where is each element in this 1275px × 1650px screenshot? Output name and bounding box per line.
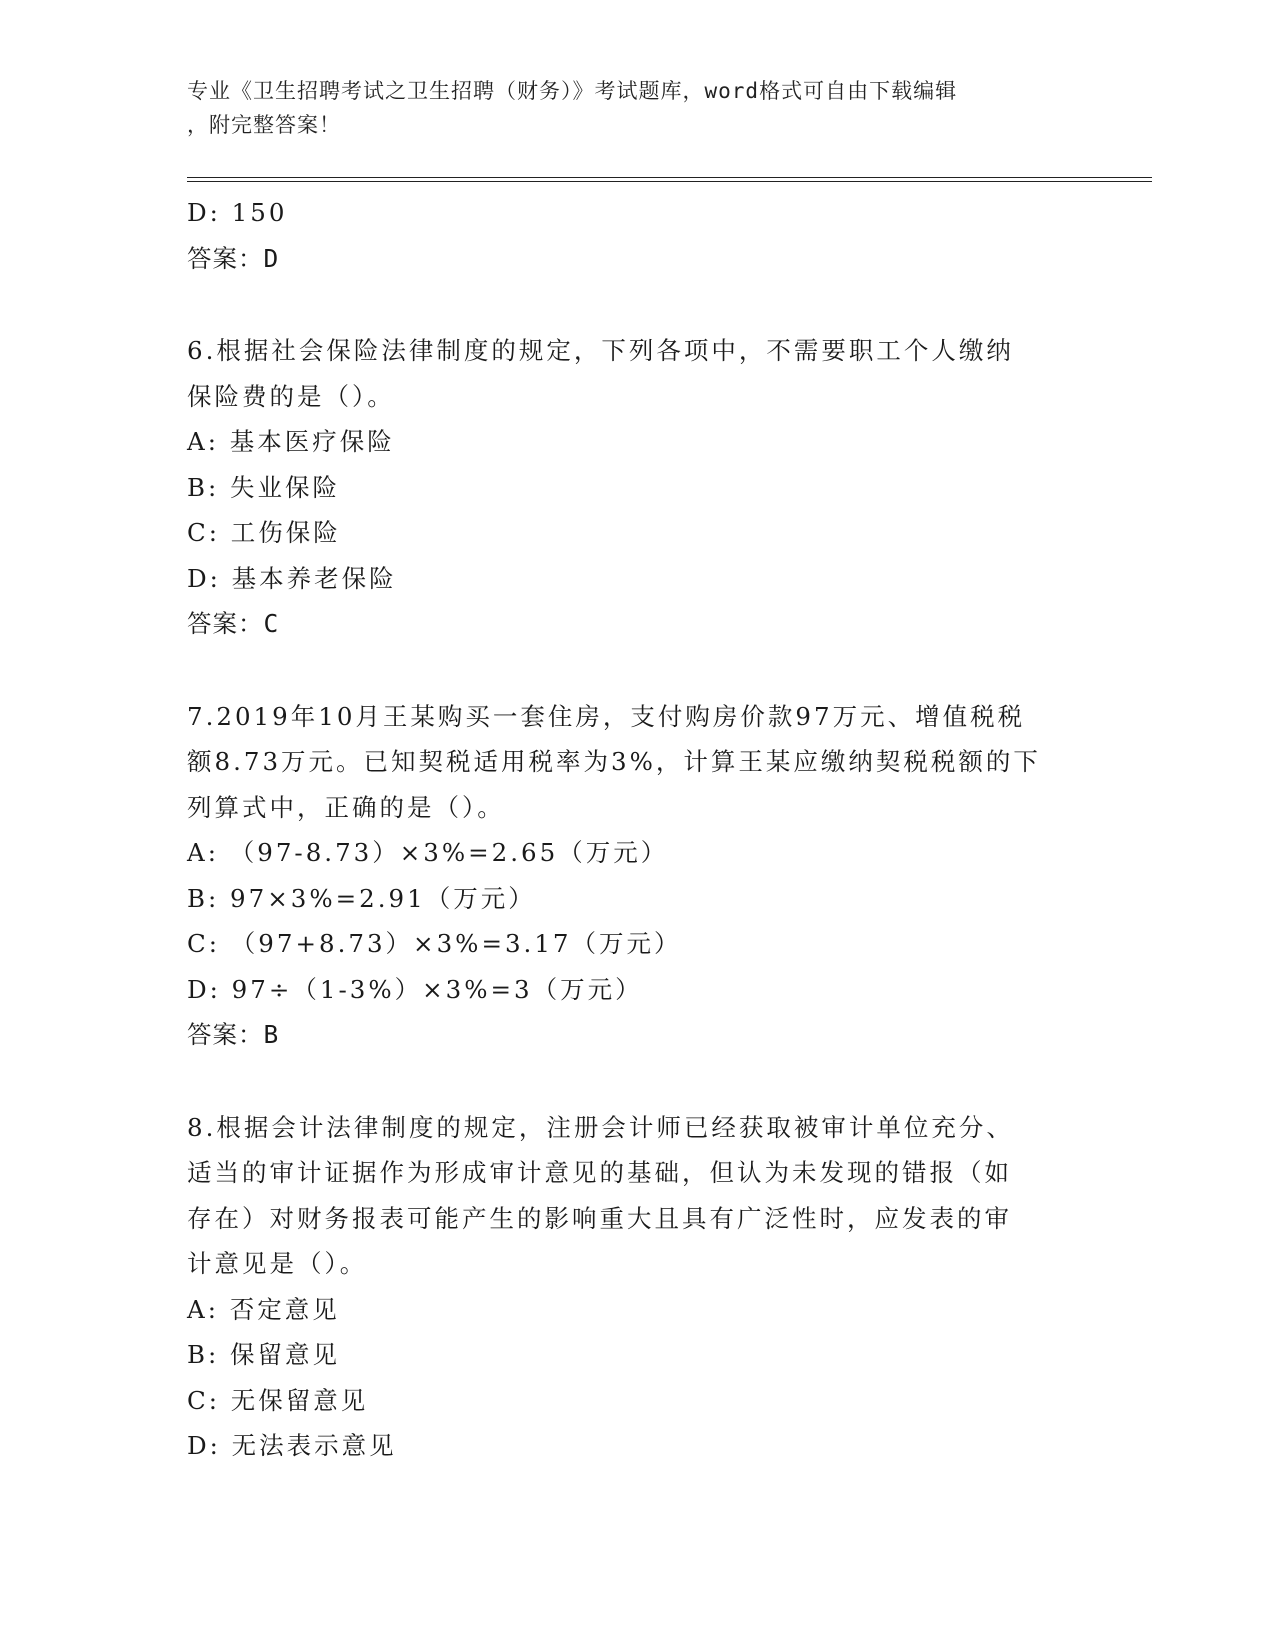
q5-answer: 答案：D xyxy=(187,243,280,273)
q6-answer: 答案：C xyxy=(187,609,280,638)
header-title-line-2: ，附完整答案！ xyxy=(187,113,341,137)
q6-option-a: A: 基本医疗保险 xyxy=(187,427,395,456)
question-8 xyxy=(187,1105,1087,1469)
q7-option-c: C: （97+8.73）×3%=3.17（万元） xyxy=(187,929,682,958)
question-5-tail xyxy=(187,190,1087,281)
q8-option-d: D: 无法表示意见 xyxy=(187,1431,397,1460)
q6-stem-line-1: 6.根据社会保险法律制度的规定，下列各项中，不需要职工个人缴纳 xyxy=(187,336,1014,365)
q6-option-c: C: 工伤保险 xyxy=(187,518,341,547)
q8-stem-line-1: 8.根据会计法律制度的规定，注册会计师已经获取被审计单位充分、 xyxy=(187,1112,1014,1142)
q8-option-b: B: 保留意见 xyxy=(187,1340,341,1369)
q5-option-d: D: 150 xyxy=(187,198,288,227)
q7-stem-line-1: 7.2019年10月王某购买一套住房，支付购房价款97万元、增值税税 xyxy=(187,701,1026,731)
q8-stem-line-2: 适当的审计证据作为形成审计意见的基础，但认为未发现的错报（如 xyxy=(187,1158,1012,1187)
question-6 xyxy=(187,328,1087,647)
q7-stem-line-2: 额8.73万元。已知契税适用税率为3%，计算王某应缴纳契税税额的下 xyxy=(187,747,1041,776)
q8-stem-line-4: 计意见是（）。 xyxy=(187,1249,368,1278)
question-7 xyxy=(187,694,1087,1058)
document-body xyxy=(187,190,1087,1469)
page-header xyxy=(187,74,1087,142)
q7-option-b: B: 97×3%=2.91（万元） xyxy=(187,883,536,913)
q7-stem-line-3: 列算式中，正确的是（）。 xyxy=(187,792,505,822)
spacer xyxy=(187,1058,1087,1105)
q8-stem-line-3: 存在）对财务报表可能产生的影响重大且具有广泛性时，应发表的审 xyxy=(187,1203,1012,1233)
q6-stem-line-2: 保险费的是（）。 xyxy=(187,381,395,411)
q7-option-d: D: 97÷（1-3%）×3%=3（万元） xyxy=(187,974,643,1004)
spacer xyxy=(187,647,1087,694)
header-divider-top xyxy=(187,177,1152,178)
q8-option-a: A: 否定意见 xyxy=(187,1294,340,1324)
q6-option-d: D: 基本养老保险 xyxy=(187,563,397,593)
header-divider-bottom xyxy=(187,181,1152,182)
q7-answer: 答案：B xyxy=(187,1020,280,1049)
q8-option-c: C: 无保留意见 xyxy=(187,1385,369,1415)
spacer xyxy=(187,281,1087,328)
q7-option-a: A: （97-8.73）×3%=2.65（万元） xyxy=(187,838,669,867)
q6-option-b: B: 失业保险 xyxy=(187,472,341,502)
header-title-line-1: 专业《卫生招聘考试之卫生招聘（财务）》考试题库，word格式可自由下载编辑 xyxy=(187,79,958,103)
